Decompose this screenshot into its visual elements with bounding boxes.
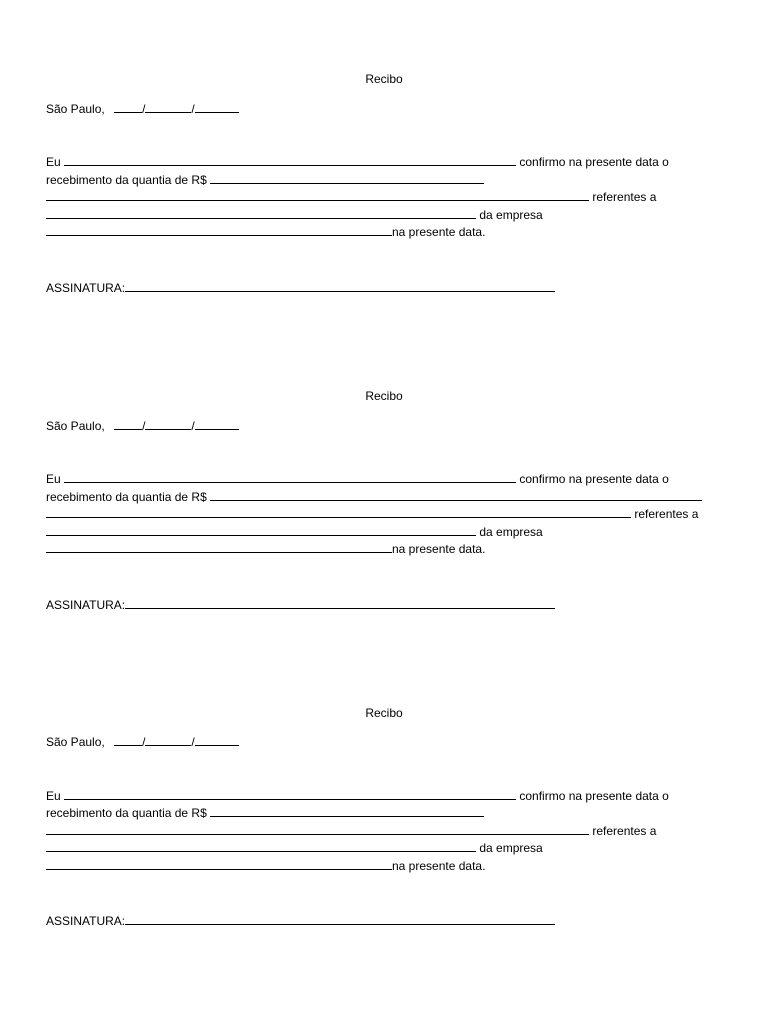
confirm-text: confirmo na presente data o — [519, 155, 669, 169]
empresa-blank[interactable] — [46, 840, 476, 852]
empresa-blank[interactable] — [46, 207, 476, 219]
signature-blank[interactable] — [125, 913, 555, 925]
receipt-title: Recibo — [365, 389, 403, 403]
presente-data-line — [46, 224, 485, 239]
assinatura-label: ASSINATURA: — [46, 914, 126, 928]
empresa-text: da empresa — [479, 208, 543, 222]
date-line: São Paulo, / / — [46, 101, 239, 116]
receipt-3 — [0, 706, 768, 966]
amount-line — [46, 805, 484, 820]
receipt-title: Recibo — [365, 706, 403, 720]
received-label: recebimento da quantia de R$ — [46, 490, 207, 504]
name-blank[interactable] — [64, 788, 516, 800]
day-blank[interactable] — [114, 418, 142, 430]
eu-label: Eu — [46, 155, 61, 169]
eu-label: Eu — [46, 789, 61, 803]
date-line: São Paulo, / / — [46, 734, 239, 749]
confirm-text: confirmo na presente data o — [519, 472, 669, 486]
empresa-blank[interactable] — [46, 524, 476, 536]
date-line: São Paulo, / / — [46, 418, 239, 433]
receipt-2 — [0, 389, 768, 649]
empresa-text: da empresa — [479, 525, 543, 539]
amount-blank[interactable] — [210, 172, 484, 184]
year-blank[interactable] — [195, 418, 239, 430]
referentes-line — [46, 823, 656, 838]
city-label: São Paulo, — [46, 735, 105, 749]
referentes-blank[interactable] — [46, 823, 589, 835]
city-label: São Paulo, — [46, 102, 105, 116]
eu-label: Eu — [46, 472, 61, 486]
name-blank[interactable] — [64, 154, 516, 166]
presente-data-text: na presente data. — [392, 542, 486, 556]
assinatura-label: ASSINATURA: — [46, 281, 126, 295]
referentes-text: referentes a — [592, 190, 657, 204]
day-blank[interactable] — [114, 734, 142, 746]
confirm-text: confirmo na presente data o — [519, 789, 669, 803]
empresa-line — [46, 840, 543, 855]
name-line — [46, 788, 669, 803]
month-blank[interactable] — [145, 418, 191, 430]
presente-data-text: na presente data. — [392, 225, 486, 239]
amount-blank[interactable] — [210, 489, 702, 501]
name-line — [46, 154, 669, 169]
month-blank[interactable] — [145, 101, 191, 113]
presente-data-text: na presente data. — [392, 859, 486, 873]
referentes-blank[interactable] — [46, 506, 631, 518]
referentes-text: referentes a — [592, 824, 657, 838]
received-label: recebimento da quantia de R$ — [46, 806, 207, 820]
referentes-line — [46, 189, 656, 204]
receipt-1 — [0, 72, 768, 332]
empresa-text: da empresa — [479, 841, 543, 855]
empresa-line — [46, 207, 543, 222]
amount-blank[interactable] — [210, 805, 484, 817]
presente-data-line — [46, 858, 485, 873]
company-name-blank[interactable] — [46, 858, 392, 870]
signature-line — [46, 280, 555, 295]
received-label: recebimento da quantia de R$ — [46, 173, 207, 187]
receipt-title: Recibo — [365, 72, 403, 86]
amount-line — [46, 172, 484, 187]
company-name-blank[interactable] — [46, 541, 392, 553]
day-blank[interactable] — [114, 101, 142, 113]
month-blank[interactable] — [145, 734, 191, 746]
name-blank[interactable] — [64, 471, 516, 483]
year-blank[interactable] — [195, 101, 239, 113]
signature-blank[interactable] — [125, 280, 555, 292]
presente-data-line — [46, 541, 485, 556]
year-blank[interactable] — [195, 734, 239, 746]
name-line — [46, 471, 669, 486]
company-name-blank[interactable] — [46, 224, 392, 236]
signature-blank[interactable] — [125, 597, 555, 609]
referentes-text: referentes a — [634, 507, 699, 521]
signature-line — [46, 597, 555, 612]
referentes-line — [46, 506, 698, 521]
amount-line — [46, 489, 702, 504]
empresa-line — [46, 524, 543, 539]
city-label: São Paulo, — [46, 419, 105, 433]
referentes-blank[interactable] — [46, 189, 589, 201]
assinatura-label: ASSINATURA: — [46, 598, 126, 612]
signature-line — [46, 913, 555, 928]
